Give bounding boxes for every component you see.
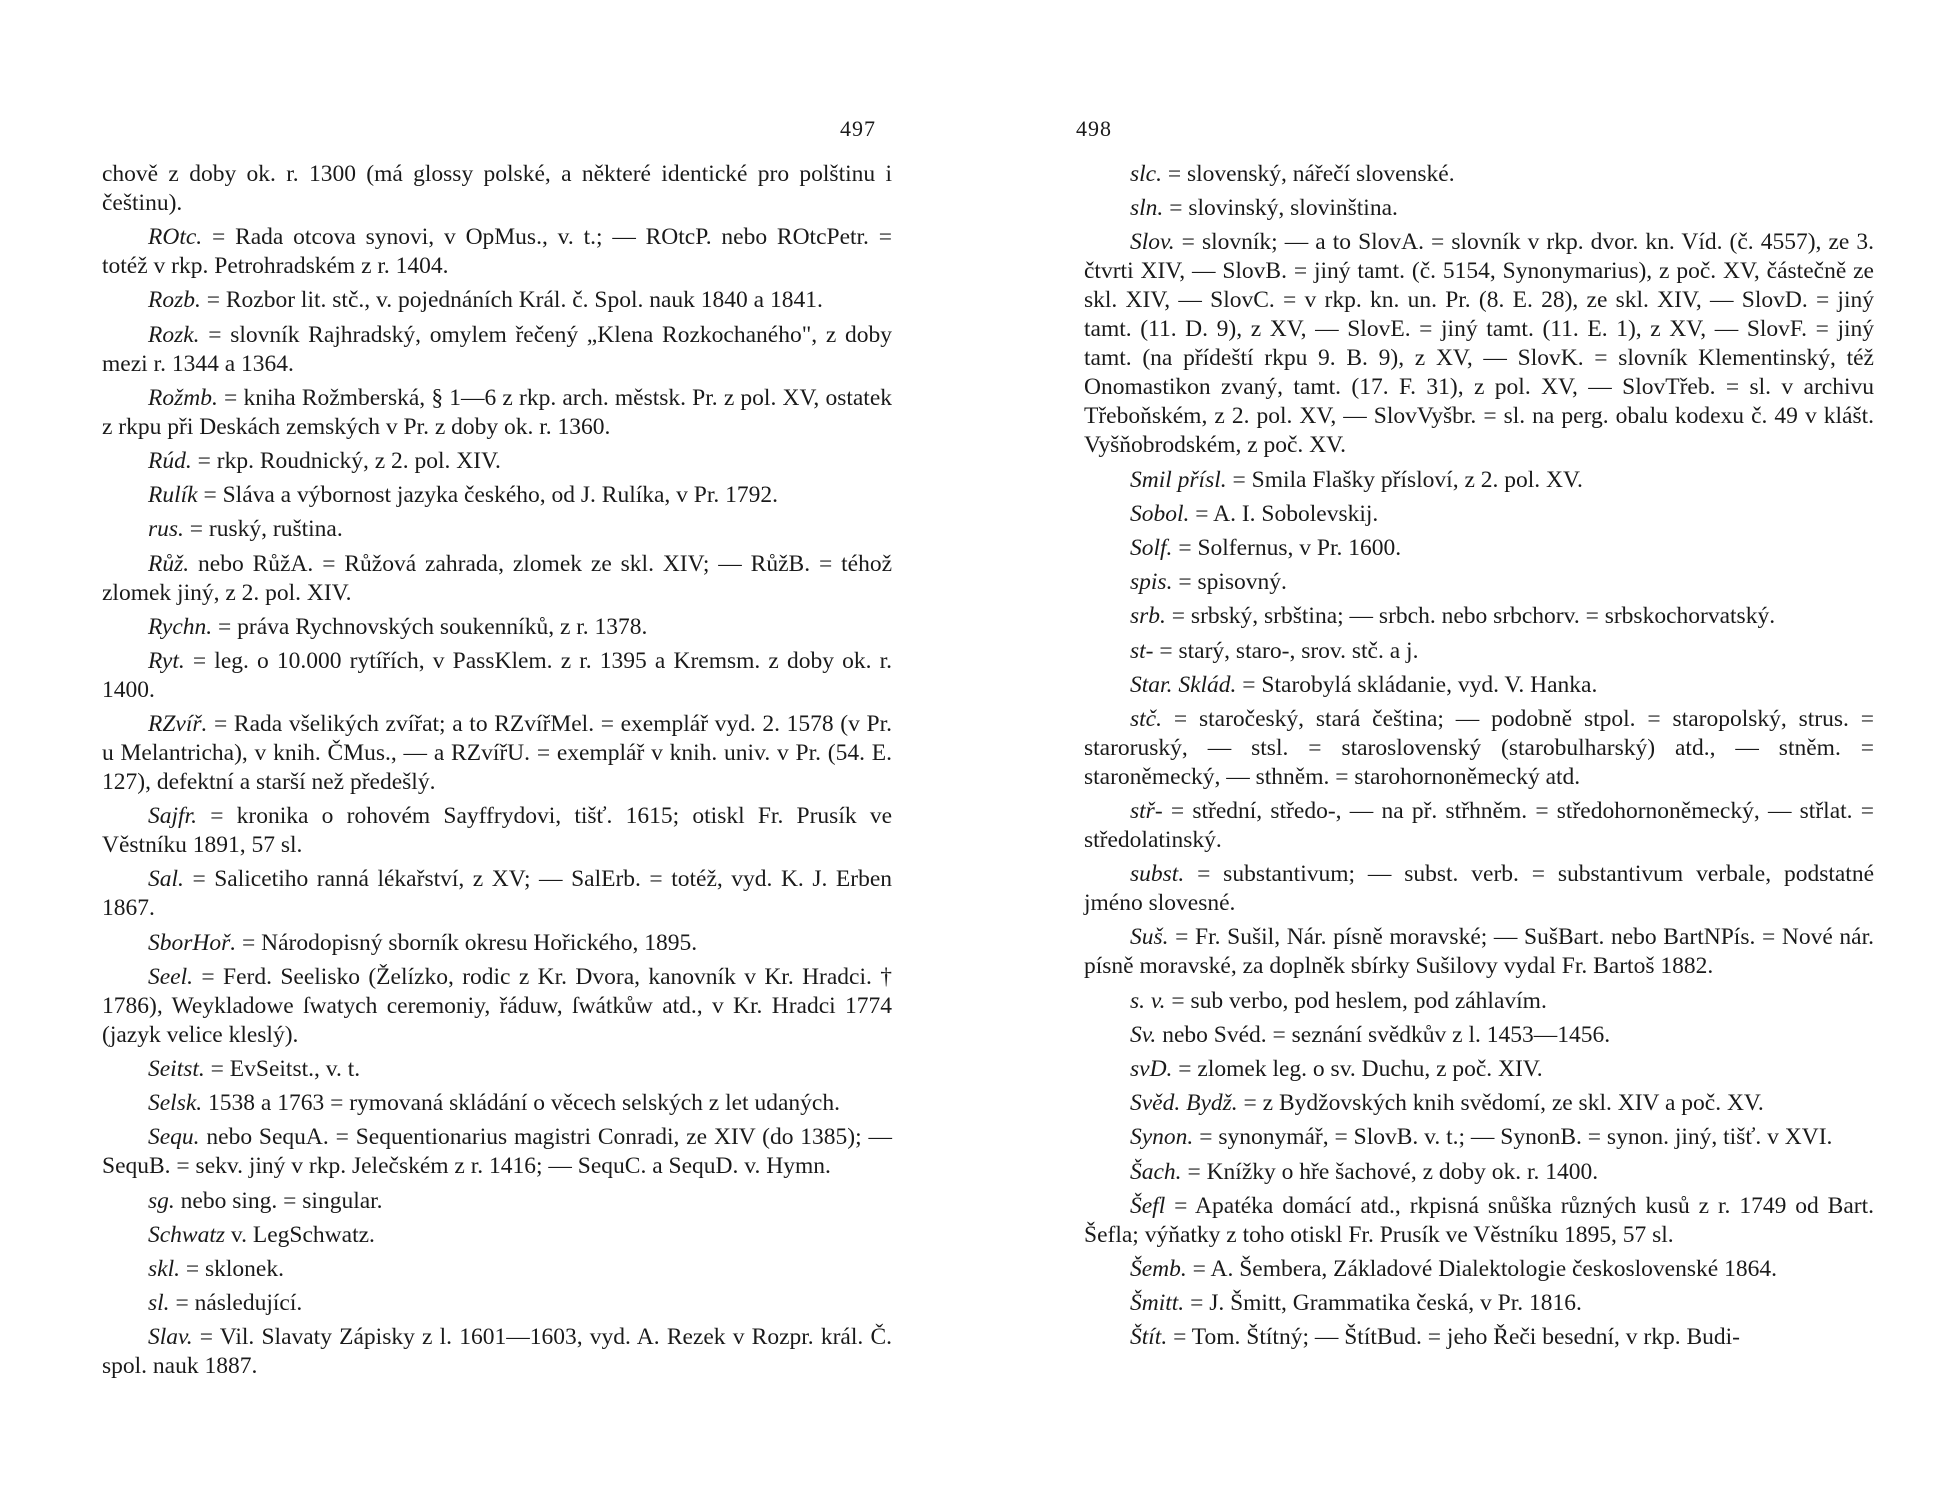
dictionary-entry: Rožmb. = kniha Rožmberská, § 1—6 z rkp. arch. městsk. Pr. z pol. XV, ostatek z rkpu při Deskách zemských v Pr. z doby ok. r. 1360.	[102, 384, 893, 440]
dictionary-entry: Sequ. nebo SequA. = Sequentionarius magistri Conradi, ze XIV (do 1385); — SequB. = sekv. jiný v rkp. Jelečském z r. 1416; — SequC. a SequD. v. Hymn.	[102, 1124, 893, 1180]
dictionary-entry: svD. = zlomek leg. o sv. Duchu, z poč. XIV.	[1130, 1056, 1543, 1082]
dictionary-entry: ROtc. = Rada otcova synovi, v OpMus., v. t.; — ROtcP. nebo ROtcPetr. = totéž v rkp. Petrohradském z r. 1404.	[102, 224, 893, 280]
dictionary-entry: srb. = srbský, srbština; — srbch. nebo srbchorv. = srbskochorvatský.	[1130, 603, 1776, 630]
dictionary-entry: Rúd. = rkp. Roudnický, z 2. pol. XIV.	[148, 447, 501, 474]
dictionary-entry: RZvíř. = Rada všelikých zvířat; a to RZvířMel. = exemplář vyd. 2. 1578 (v Pr. u Melantricha), v knih. ČMus., — a RZvířU. = exemplář v knih. univ. v Pr. (54. E. 127), defektní a starší než předešlý.	[102, 711, 892, 796]
dictionary-entry: Seel. = Ferd. Seelisko (Želízko, rodic z Kr. Dvora, kanovník v Kr. Hradci. † 1786), Weykladowe ſwatych ceremoniy, řáduw, ſwátkůw atd., v Kr. Hradci 1774 (jazyk velice kleslý).	[102, 963, 892, 1048]
left-column	[102, 160, 892, 1387]
left-page-number: 497	[840, 116, 876, 141]
dictionary-entry: SborHoř. = Národopisný sborník okresu Hořického, 1895.	[148, 929, 698, 956]
dictionary-entry: stř- = střední, středo-, — na př. střhněm. = středohornoněmecký, — střlat. = středolatinský.	[1084, 798, 1874, 854]
dictionary-entry: Star. Sklád. = Starobylá skládanie, vyd. V. Hanka.	[1130, 671, 1598, 698]
dictionary-entry: s. v. = sub verbo, pod heslem, pod záhlavím.	[1130, 987, 1547, 1014]
dictionary-entry: Šefl = Apatéka domácí atd., rkpisná snůška různých kusů z r. 1749 od Bart. Šefla; výňatky z toho otiskl Fr. Prusík ve Věstníku 1895, 57 sl.	[1084, 1192, 1874, 1248]
dictionary-entry: Šemb. = A. Šembera, Základové Dialektologie československé 1864.	[1130, 1255, 1777, 1282]
dictionary-entry: Sobol. = A. I. Sobolevskij.	[1130, 500, 1379, 527]
dictionary-entry: Rulík = Sláva a výbornost jazyka českého, od J. Rulíka, v Pr. 1792.	[148, 482, 779, 509]
dictionary-entry: Suš. = Fr. Sušil, Nár. písně moravské; — SušBart. nebo BartNPís. = Nové nár. písně moravské, za doplněk sbírky Sušilovy vydal Fr. Bartoš 1882.	[1084, 924, 1874, 980]
dictionary-entry: sg. nebo sing. = singular.	[148, 1187, 383, 1214]
dictionary-entry: subst. = substantivum; — subst. verb. = substantivum verbale, podstatné jméno slovesné.	[1084, 861, 1875, 917]
dictionary-entry: spis. = spisovný.	[1130, 569, 1287, 596]
dictionary-entry: chově z doby ok. r. 1300 (má glossy polské, a některé identické pro polštinu i češtinu).	[102, 161, 892, 216]
dictionary-entry: Selsk. 1538 a 1763 = rymovaná skládání o věcech selských z let udaných.	[148, 1090, 840, 1117]
dictionary-entry: sln. = slovinský, slovinština.	[1130, 195, 1398, 222]
dictionary-entry: Rozb. = Rozbor lit. stč., v. pojednáních Král. č. Spol. nauk 1840 a 1841.	[148, 287, 823, 314]
dictionary-entry: sl. = následující.	[148, 1290, 303, 1317]
dictionary-entry: Sajfr. = kronika o rohovém Sayffrydovi, tišť. 1615; otiskl Fr. Prusík ve Věstníku 1891, 57 sl.	[102, 803, 892, 859]
dictionary-entry: Šach. = Knížky o hře šachové, z doby ok. r. 1400.	[1130, 1158, 1599, 1185]
dictionary-entry: Sv. nebo Svéd. = seznání svědkův z l. 1453—1456.	[1130, 1021, 1611, 1048]
dictionary-entry: Ryt. = leg. o 10.000 rytířích, v PassKlem. z r. 1395 a Kremsm. z doby ok. r. 1400.	[102, 647, 893, 703]
dictionary-entry: rus. = ruský, ruština.	[148, 516, 343, 543]
dictionary-entry: Slov. = slovník; — a to SlovA. = slovník v rkp. dvor. kn. Víd. (č. 4557), ze 3. čtvrti XIV, — SlovB. = jiný tamt. (č. 5154, Synonymarius), z poč. XV, částečně ze skl. XIV, — SlovC. = v rkp. kn. un. Pr. (8. E. 28), ze skl. XIV, — SlovD. = jiný tamt. (11. D. 9), z XV, — SlovE. = jiný tamt. (11. E. 1), z XV, — SlovF. = jiný tamt. (na přídeští rkpu 9. B. 9), z XV, — SlovK. = slovník Klementinský, též Onomastikon zvaný, tamt. (17. F. 31), z pol. XV, — SlovTřeb. = sl. v archivu Třeboňském, z 2. pol. XV, — SlovVyšbr. = sl. na perg. obalu kodexu č. 49 v klášt. Vyšňobrodském, z poč. XV.	[1084, 229, 1874, 459]
dictionary-entry: Seitst. = EvSeitst., v. t.	[148, 1056, 361, 1082]
dictionary-entry: Synon. = synonymář, = SlovB. v. t.; — SynonB. = synon. jiný, tišť. v XVI.	[1130, 1124, 1833, 1151]
dictionary-entry: Rozk. = slovník Rajhradský, omylem řečený „Klena Rozkochaného", z doby mezi r. 1344 a 1364.	[102, 321, 893, 377]
dictionary-entry: stč. = staročeský, stará čeština; — podobně stpol. = staropolský, strus. = staroruský, — stsl. = staroslovenský (starobulharský) atd., — stněm. = staroněmecký, — sthněm. = starohornoněmecký atd.	[1084, 705, 1875, 790]
dictionary-entry: Štít. = Tom. Štítný; — ŠtítBud. = jeho Řeči besední, v rkp. Budi-	[1130, 1324, 1740, 1351]
dictionary-entry: st- = starý, staro-, srov. stč. a j.	[1130, 637, 1419, 664]
right-page	[976, 0, 1952, 1500]
dictionary-entry: Svěd. Bydž. = z Bydžovských knih svědomí, ze skl. XIV a poč. XV.	[1130, 1090, 1764, 1117]
dictionary-entry: Šmitt. = J. Šmitt, Grammatika česká, v Pr. 1816.	[1130, 1290, 1582, 1317]
dictionary-entry: Sal. = Salicetiho ranná lékařství, z XV; — SalErb. = totéž, vyd. K. J. Erben 1867.	[102, 866, 893, 922]
dictionary-entry: Solf. = Solfernus, v Pr. 1600.	[1130, 534, 1402, 561]
dictionary-entry: Slav. = Vil. Slavaty Zápisky z l. 1601—1603, vyd. A. Rezek v Rozpr. král. Č. spol. nauk 1887.	[102, 1324, 892, 1380]
dictionary-entry: Rychn. = práva Rychnovských soukenníků, z r. 1378.	[148, 613, 648, 640]
dictionary-entry: Schwatz v. LegSchwatz.	[148, 1221, 375, 1248]
dictionary-entry: Smil přísl. = Smila Flašky přísloví, z 2. pol. XV.	[1130, 466, 1583, 493]
dictionary-entry: skl. = sklonek.	[148, 1255, 284, 1282]
right-page-number: 498	[1076, 116, 1112, 141]
dictionary-entry: Růž. nebo RůžA. = Růžová zahrada, zlomek ze skl. XIV; — RůžB. = téhož zlomek jiný, z 2. pol. XIV.	[102, 550, 893, 606]
dictionary-entry: slc. = slovenský, nářečí slovenské.	[1130, 161, 1455, 187]
right-column	[1084, 160, 1874, 1358]
